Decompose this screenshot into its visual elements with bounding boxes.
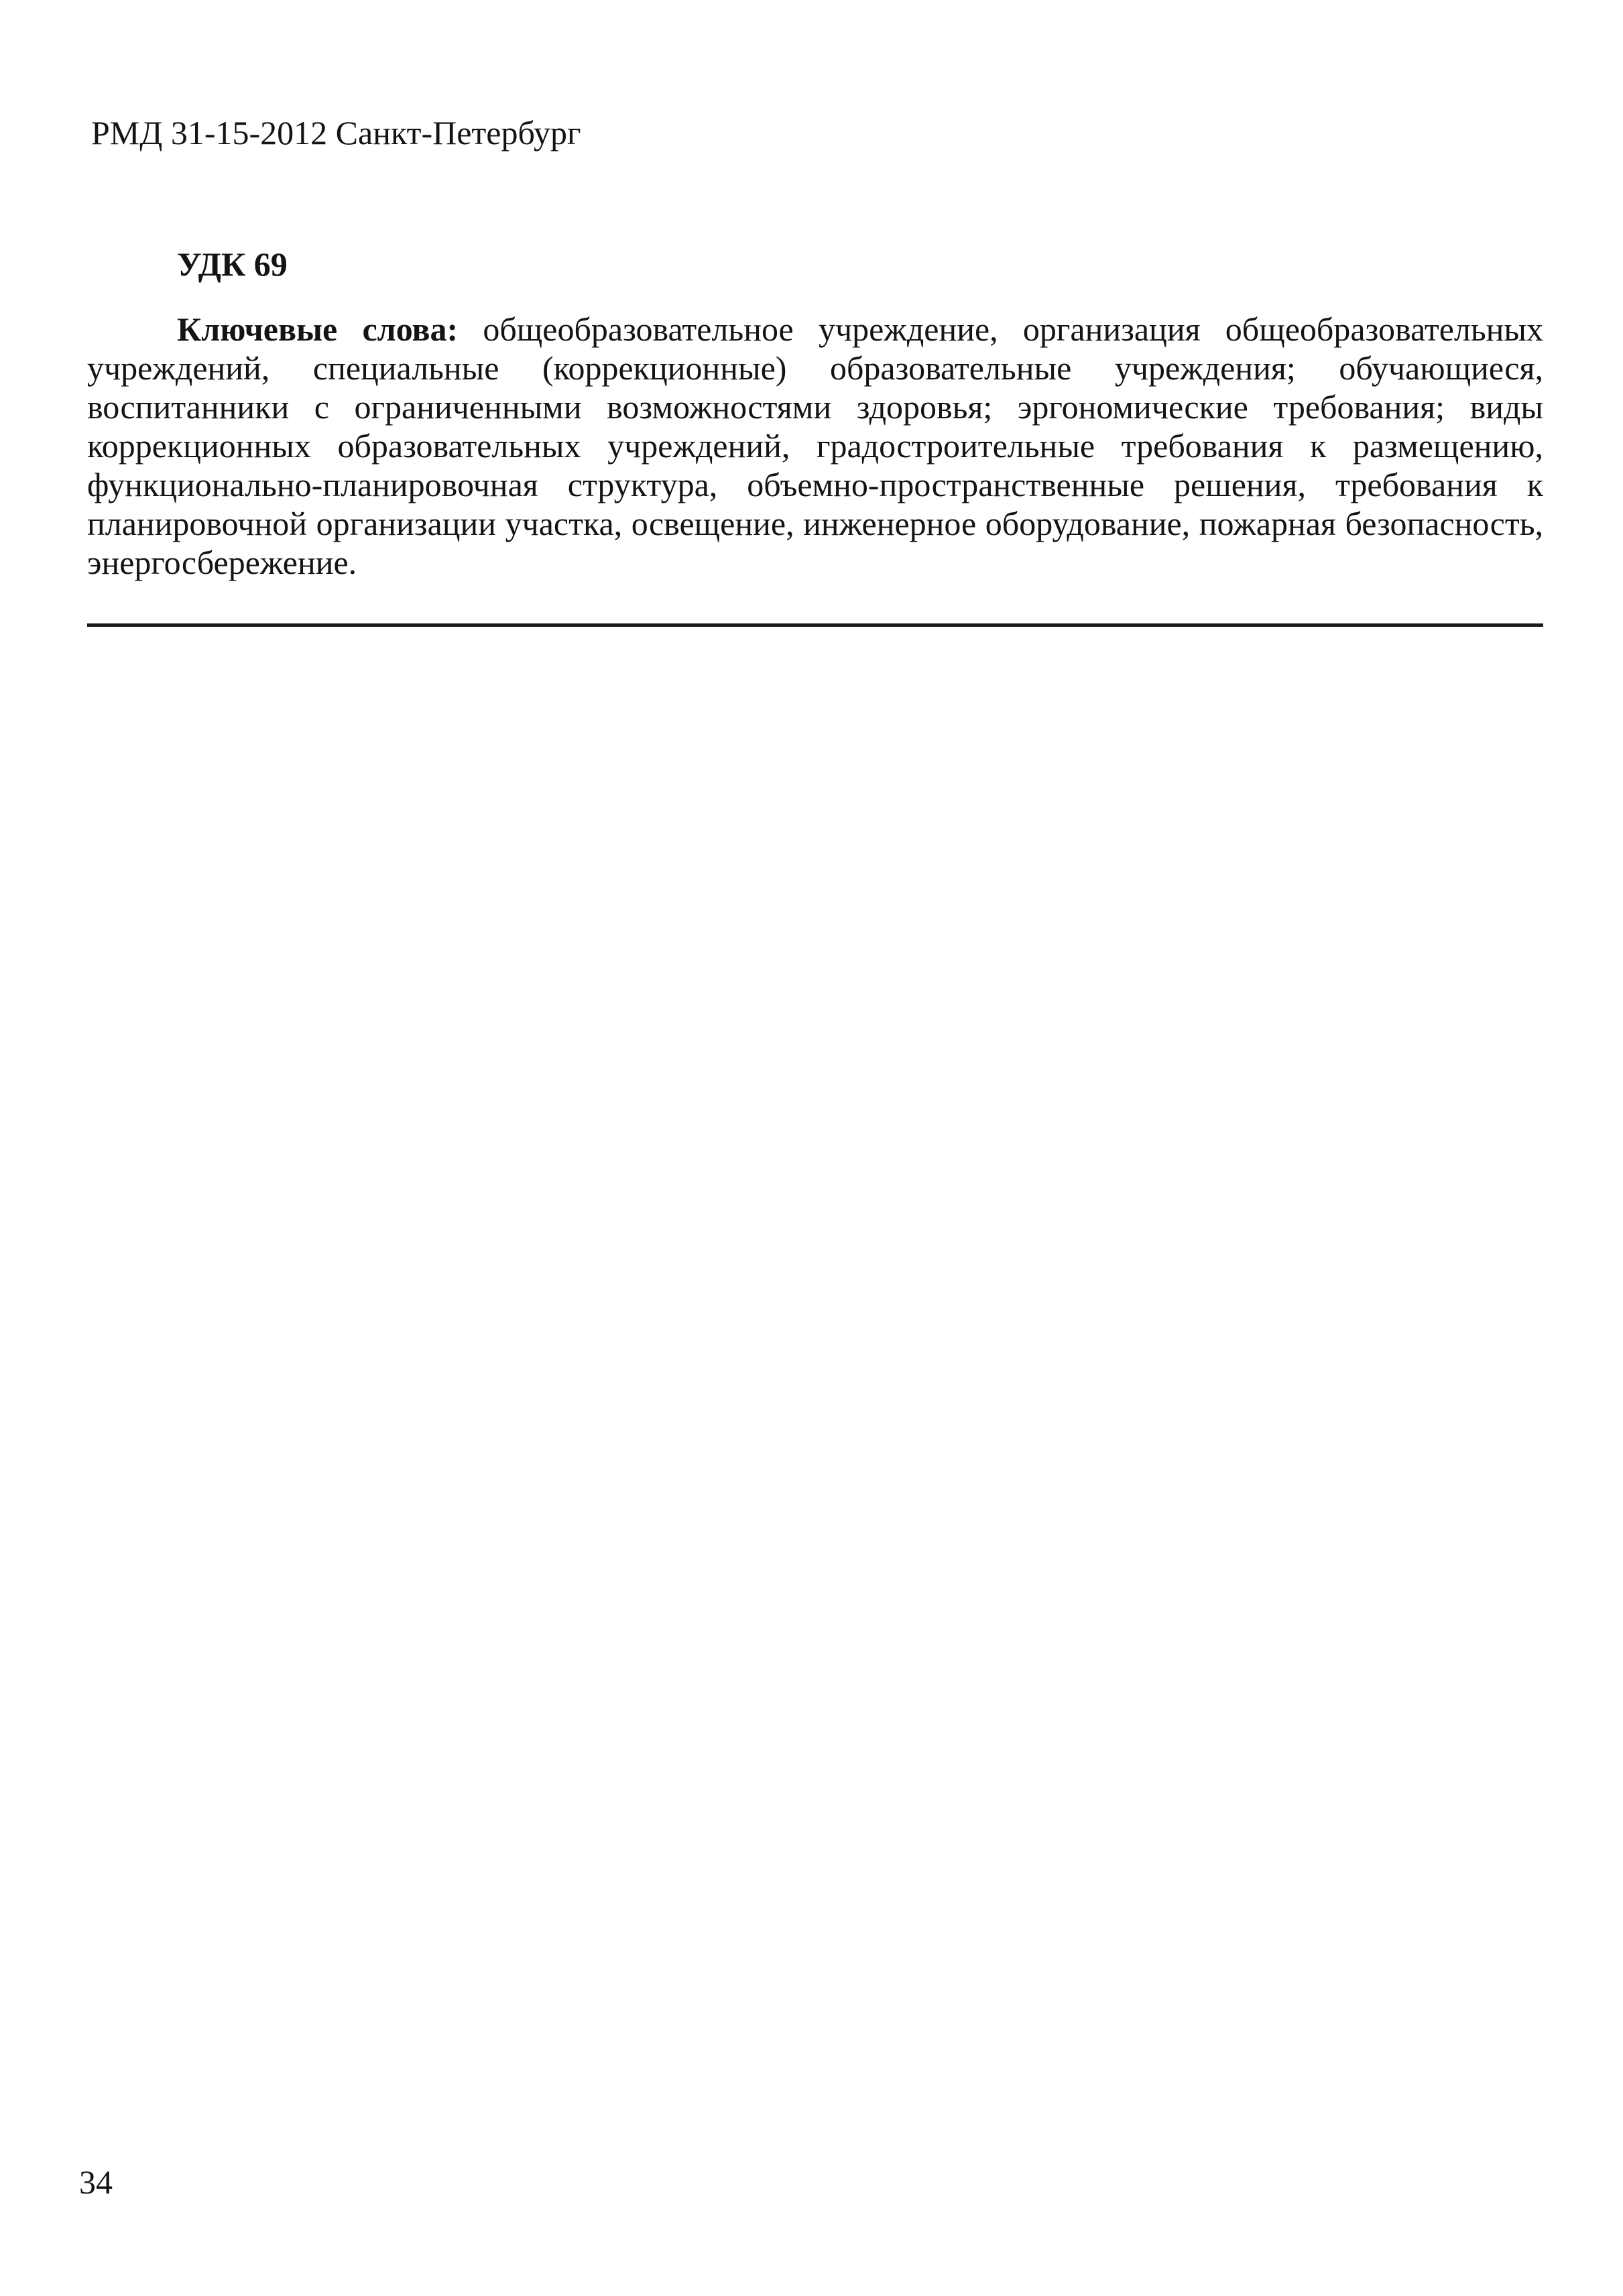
udk-heading: УДК 69 bbox=[177, 245, 288, 283]
horizontal-rule bbox=[87, 623, 1543, 627]
document-header: РМД 31-15-2012 Санкт-Петербург bbox=[91, 114, 581, 152]
page-number: 34 bbox=[79, 2163, 113, 2201]
keywords-text: общеобразовательное учреждение, организация общеобразовательных учреждений, специальные (коррекционные) образовательные учреждения; обучающиеся, воспитанники с ограниченными возможностями здоровья; эргономические требования; виды коррекционных образовательных учреждений, градостроительные требования к размещению, функционально-планировочная структура, объемно-пространственные решения, требования к планировочной организации участка, освещение, инженерное оборудование, пожарная безопасность, энергосбережение. bbox=[87, 310, 1544, 581]
keywords-label: Ключевые слова: bbox=[177, 310, 459, 348]
keywords-paragraph bbox=[87, 310, 1543, 582]
